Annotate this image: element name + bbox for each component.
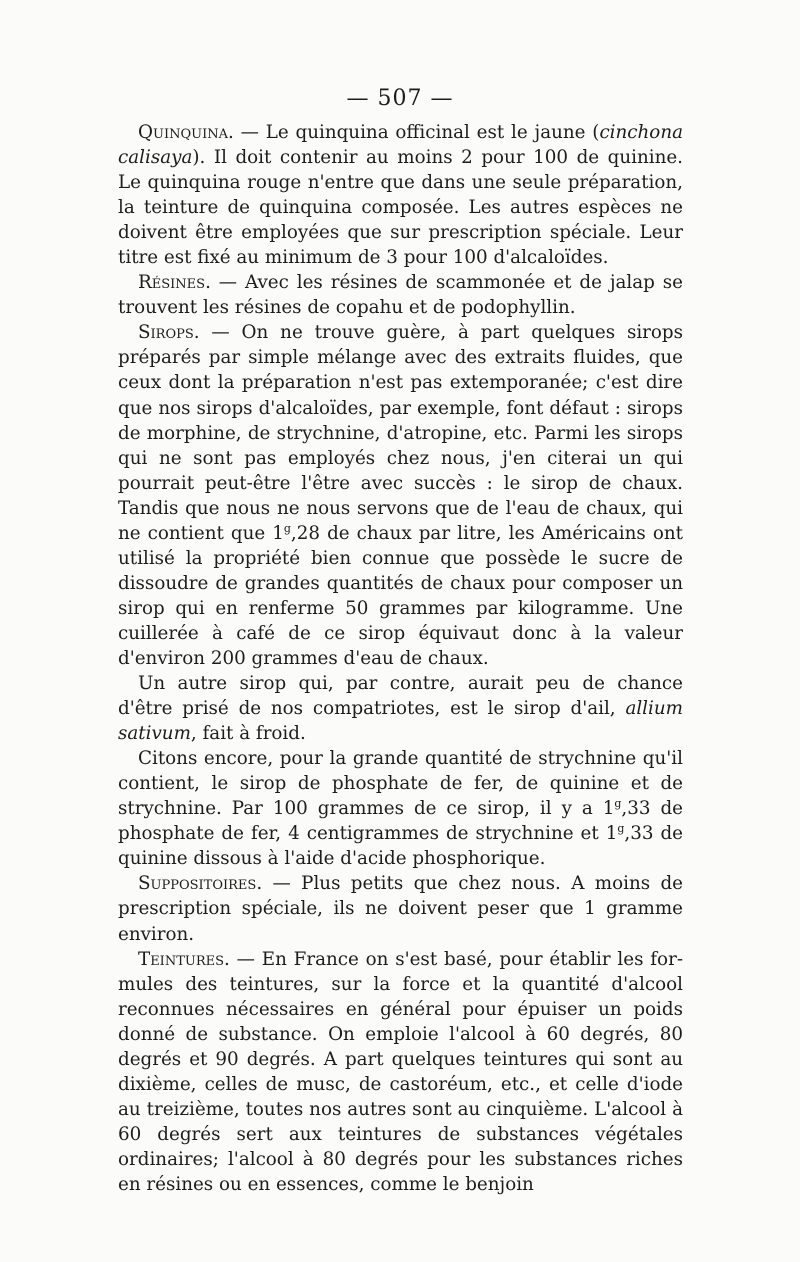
paragraph-heading: Résines.	[138, 272, 211, 294]
text-run: , fait à froid.	[190, 723, 306, 745]
text-run: — On ne trouve guère, à part quelques sirops préparés par simple mélange avec des extraits fluides, que ceux dont la préparation n'est pas extemporanée; c'est dire que nos sirops d'alcaloïdes, par exemple, font défaut : sirops de morphine, de strychnine, d'atropine, etc. Parmi les sirops qui ne sont pas employés chez nous, j'en citerai un qui pourrait peut-être l'être avec succès : le sirop de chaux. Tandis que nous ne nous servons que de l'eau de chaux, qui ne contient que 1	[118, 322, 683, 544]
paragraph-quinquina	[118, 120, 683, 270]
page-number: — 507 —	[346, 86, 454, 111]
paragraph-heading: Sirops.	[138, 322, 200, 344]
paragraph-resines	[118, 270, 683, 320]
unit-superscript: g	[614, 797, 622, 811]
text-run: — Le quinquina officinal est le jaune (	[233, 122, 600, 143]
text-run: — Avec les résines de scammonée et de jalap se trouvent les résines de copahu et de podophyllin.	[118, 272, 683, 319]
paragraph-suppositoires	[118, 871, 683, 946]
paragraph-heading: Quinquina.	[138, 122, 234, 143]
text-run: ,33 de phosphate de fer, 4 centigrammes de strychnine et 1	[118, 798, 683, 845]
text-run: ). Il doit contenir au moins 2 pour 100 de quinine. Le quinquina rouge n'entre que dans une seule préparation, la teinture de quinquina composée. Les autres espèces ne doivent être employées que sur prescription spéciale. Leur titre est fixé au minimum de 3 pour 100 d'alcaloïdes.	[118, 147, 683, 269]
text-run: Un autre sirop qui, par contre, aurait peu de chance d'être prisé de nos compatriotes, est le sirop d'ail,	[118, 673, 683, 720]
italic-term: cinchona calisaya	[118, 122, 683, 169]
paragraph-sirop-ail	[118, 671, 683, 746]
paragraph-teintures	[118, 947, 683, 1197]
text-run: ,33 de quinine dissous à l'aide d'acide phosphorique.	[118, 823, 683, 870]
body-text	[118, 120, 683, 1197]
italic-term: allium sativum	[118, 698, 683, 745]
paragraph-phosphate-fer	[118, 746, 683, 871]
unit-superscript: g	[283, 521, 291, 535]
text-run: Citons encore, pour la grande quantité de strychnine qu'il contient, le sirop de phosphate de fer, de quinine et de strychnine. Par 100 grammes de ce sirop, il y a 1	[118, 748, 683, 820]
paragraph-heading: Suppositoires.	[138, 873, 263, 895]
text-run: — Plus petits que chez nous. A moins de prescription spéciale, ils ne doivent peser que 1 gramme environ.	[118, 873, 683, 945]
unit-superscript: g	[617, 822, 625, 836]
paragraph-sirops	[118, 320, 683, 671]
text-run: — En France on s'est basé, pour établir les formules des teintures, sur la force et la quantité d'alcool reconnues nécessaires en général pour épuiser un poids donné de substance. On emploie l'alcool à 60 degrés, 80 degrés et 90 degrés. A part quelques teintures qui sont au dixième, celles de musc, de castoréum, etc., et celle d'iode au treizième, toutes nos autres sont au cinquième. L'alcool à 60 degrés sert aux teintures de substances végétales ordinaires; l'alcool à 80 degrés pour les substances riches en résines ou en essences, comme le benjoin	[118, 948, 683, 1195]
paragraph-heading: Teintures.	[138, 948, 230, 970]
text-run: ,28 de chaux par litre, les Américains ont utilisé la propriété bien connue que possède le sucre de dissoudre de grandes quantités de chaux pour composer un sirop qui en renferme 50 grammes par kilogramme. Une cuillerée à café de ce sirop équivaut donc à la valeur d'environ 200 grammes d'eau de chaux.	[118, 522, 683, 669]
